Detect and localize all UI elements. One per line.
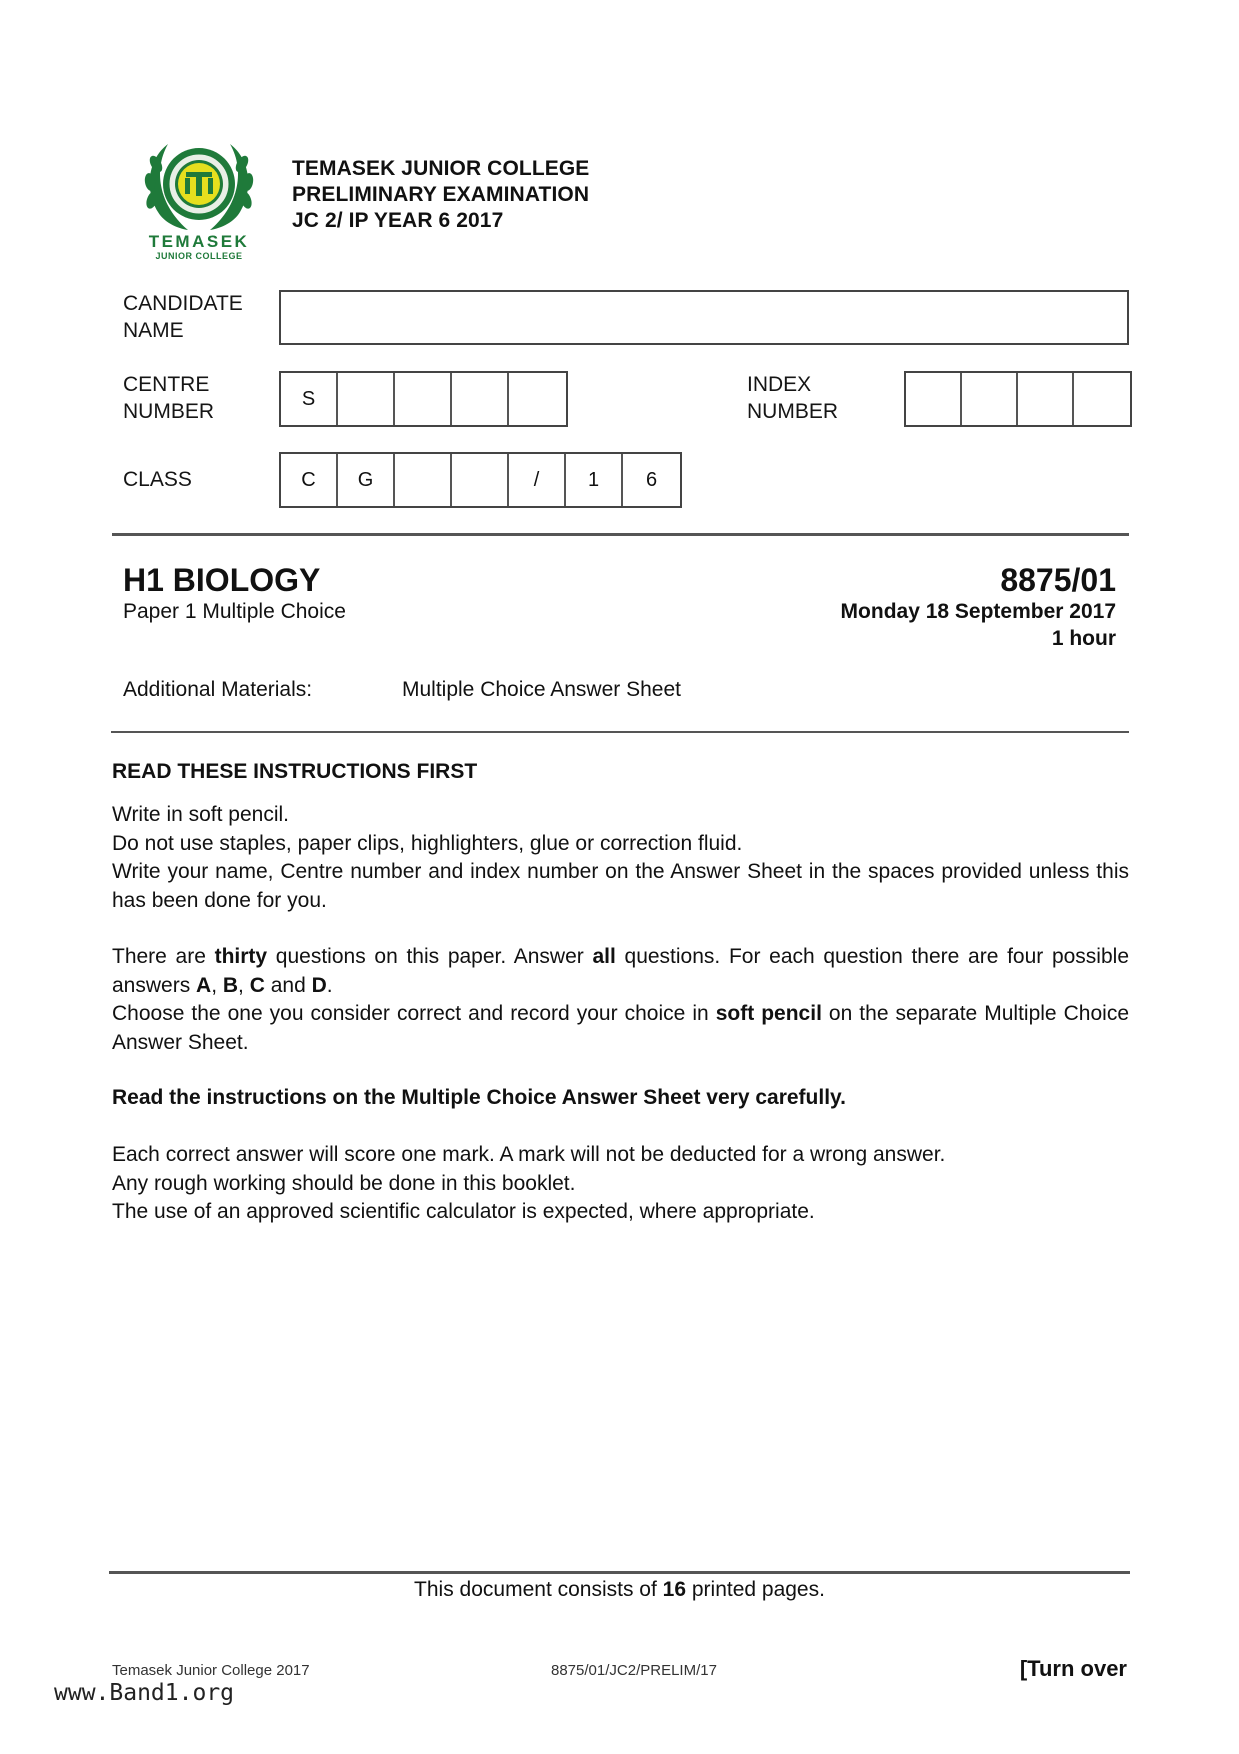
class-field[interactable] — [279, 452, 682, 508]
emphasis: thirty — [214, 945, 268, 968]
text: There are — [112, 945, 215, 968]
instruction-line: Write your name, Centre number and index number on the Answer Sheet in the spaces provided unless this has been done for you. — [112, 860, 1129, 912]
logo-caption-line2: JUNIOR COLLEGE — [155, 251, 243, 261]
logo-caption-line1: TEMASEK — [148, 232, 250, 251]
centre-number-cell[interactable]: S — [281, 373, 338, 425]
instruction-line: Do not use staples, paper clips, highlighters, glue or correction fluid. — [112, 831, 743, 855]
index-number-label-line1: INDEX — [747, 373, 812, 396]
candidate-name-label-line2: NAME — [123, 319, 184, 342]
text: questions on this paper. Answer — [267, 945, 593, 968]
index-number-cell[interactable] — [1018, 373, 1074, 425]
page-count: 16 — [662, 1578, 687, 1601]
instructions-block-4 — [112, 1141, 1129, 1227]
instructions-block-2 — [112, 943, 1129, 1057]
exam-header — [292, 156, 589, 234]
emphasis: all — [592, 945, 616, 968]
additional-materials-label: Additional Materials: — [123, 678, 313, 701]
candidate-name-label-line1: CANDIDATE — [123, 292, 243, 315]
centre-number-label — [123, 371, 214, 425]
text: , — [238, 973, 250, 997]
exam-name: PRELIMINARY EXAMINATION — [292, 183, 590, 206]
class-cell[interactable] — [452, 454, 509, 506]
class-cell[interactable]: / — [509, 454, 566, 506]
footer-divider — [109, 1571, 1130, 1574]
centre-number-label-line1: CENTRE — [123, 373, 210, 396]
text: and — [264, 973, 312, 997]
turn-over: [Turn over — [1019, 1656, 1127, 1681]
instruction-line: Each correct answer will score one mark. A mark will not be deducted for a wrong answer. — [112, 1143, 946, 1166]
page-count-note — [0, 1578, 1239, 1602]
instructions-block-3: Read the instructions on the Multiple Choice Answer Sheet very carefully. — [112, 1086, 846, 1109]
index-number-cell[interactable] — [1074, 373, 1130, 425]
class-cell[interactable]: G — [338, 454, 395, 506]
paper-code: 8875/01 — [1000, 562, 1116, 598]
exam-duration: 1 hour — [1051, 627, 1116, 650]
text: Choose the one you consider correct and record your choice in — [112, 1002, 716, 1025]
centre-number-label-line2: NUMBER — [123, 400, 215, 423]
divider — [112, 533, 1129, 536]
class-label: CLASS — [123, 468, 192, 491]
instructions-block-1 — [112, 801, 1129, 915]
centre-number-field[interactable] — [279, 371, 568, 427]
emphasis: D — [311, 973, 327, 997]
school-name: TEMASEK JUNIOR COLLEGE — [292, 157, 590, 180]
emphasis: A — [196, 973, 212, 997]
index-number-label — [747, 371, 838, 425]
additional-materials-value: Multiple Choice Answer Sheet — [402, 678, 681, 701]
class-cell[interactable] — [395, 454, 452, 506]
emphasis: soft pencil — [715, 1002, 822, 1025]
index-number-label-line2: NUMBER — [747, 400, 839, 423]
centre-number-cell[interactable] — [509, 373, 566, 425]
class-cell[interactable]: 1 — [566, 454, 623, 506]
text: questions. For each question there are four possible answers — [112, 945, 1129, 997]
instruction-line — [112, 1000, 1129, 1057]
exam-level: JC 2/ IP YEAR 6 2017 — [292, 209, 504, 232]
copyright: Temasek Junior College 2017 — [112, 1662, 310, 1679]
watermark: www.Band1.org — [54, 1680, 235, 1706]
exam-date: Monday 18 September 2017 — [840, 600, 1116, 623]
class-cell[interactable]: C — [281, 454, 338, 506]
candidate-name-field[interactable] — [279, 290, 1129, 345]
index-number-cell[interactable] — [906, 373, 962, 425]
text: This document consists of — [414, 1578, 663, 1601]
instruction-line — [112, 943, 1129, 1000]
divider — [111, 731, 1129, 733]
text: printed pages. — [686, 1578, 825, 1601]
instruction-line: Write in soft pencil. — [112, 803, 290, 826]
text: , — [211, 973, 223, 997]
candidate-name-label — [123, 290, 243, 344]
emphasis: B — [222, 973, 239, 997]
centre-number-cell[interactable] — [452, 373, 509, 425]
subject-title: H1 BIOLOGY — [123, 562, 321, 598]
text: . — [326, 973, 333, 997]
index-number-cell[interactable] — [962, 373, 1018, 425]
index-number-field[interactable] — [904, 371, 1132, 427]
instruction-line: The use of an approved scientific calculator is expected, where appropriate. — [112, 1200, 815, 1223]
paper-reference: 8875/01/JC2/PRELIM/17 — [551, 1662, 717, 1679]
centre-number-cell[interactable] — [338, 373, 395, 425]
centre-number-cell[interactable] — [395, 373, 452, 425]
instruction-line: Any rough working should be done in this booklet. — [112, 1171, 576, 1195]
paper-name: Paper 1 Multiple Choice — [123, 600, 346, 623]
class-cell[interactable]: 6 — [645, 468, 658, 491]
emphasis: C — [249, 973, 265, 997]
logo-caption — [140, 233, 258, 261]
instructions-heading: READ THESE INSTRUCTIONS FIRST — [112, 760, 478, 783]
text: on the separate Multiple Choice Answer Sheet. — [112, 1002, 1130, 1054]
